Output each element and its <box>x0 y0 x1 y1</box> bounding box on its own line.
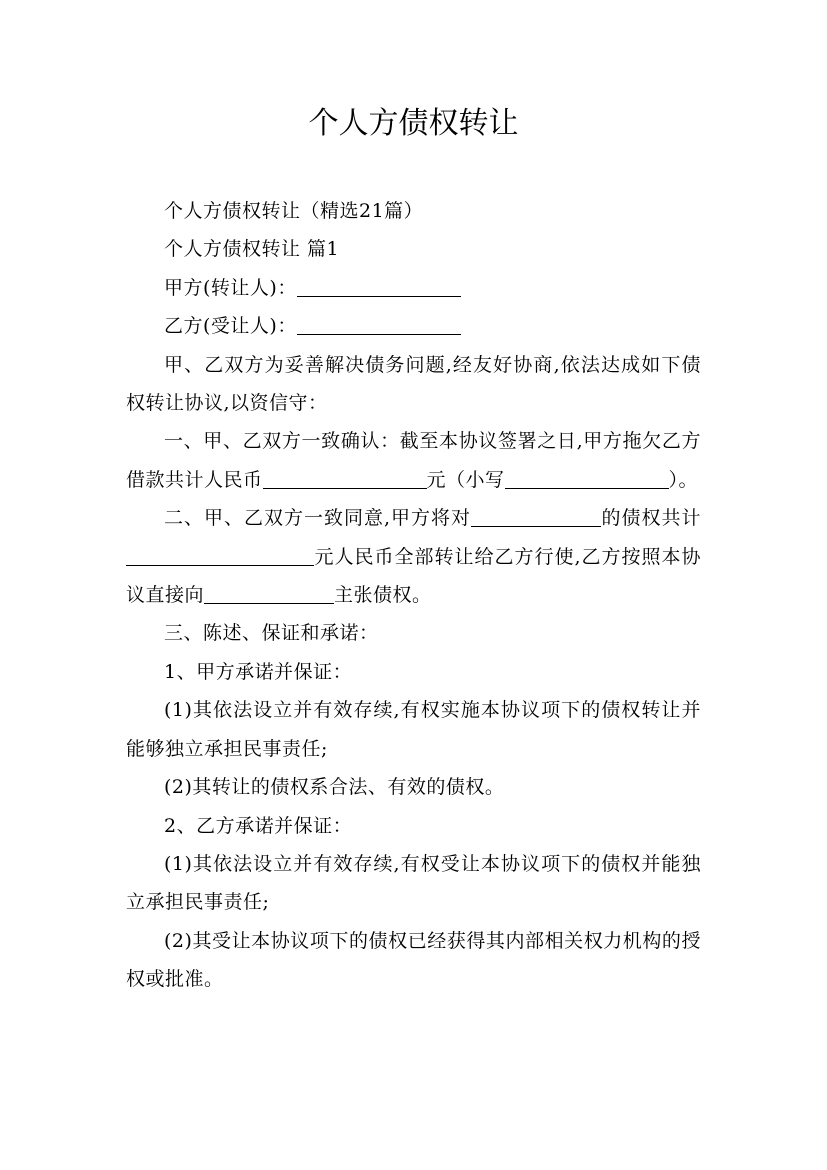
party-a-blank <box>297 277 461 297</box>
clause-2-debtor-blank <box>471 507 601 527</box>
party-a-label: 甲方(转让人)： <box>164 276 297 299</box>
subtitle: 个人方债权转让（精选21篇） <box>164 200 424 222</box>
clause-1-lowercase-blank <box>505 469 669 489</box>
clause-1-text-b: 元（小写 <box>426 468 505 491</box>
clause-1-text-a: 一、甲、乙双方一致确认：截至本协议签署之日,甲方拖欠乙方借款共计人民币 <box>126 430 701 491</box>
clause-2-text-a: 二、甲、乙双方一致同意,甲方将对 <box>164 507 471 530</box>
clause-2-target-blank <box>204 584 334 604</box>
clause-1 <box>126 422 701 499</box>
clause-2-amount-blank <box>126 546 314 566</box>
party-b-blank <box>297 315 461 335</box>
item-2-1: (1)其依法设立并有效存续,有权受让本协议项下的债权并能独立承担民事责任; <box>126 852 701 914</box>
item-1-1: (1)其依法设立并有效存续,有权实施本协议项下的债权转让并能够独立承担民事责任; <box>126 699 701 760</box>
party-b-label: 乙方(受让人)： <box>164 315 297 338</box>
item-2-heading: 2、乙方承诺并保证： <box>164 814 353 837</box>
item-2-2: (2)其受让本协议项下的债权已经获得其内部相关权力机构的授权或批准。 <box>126 929 701 991</box>
clause-2-text-b: 的债权共计 <box>601 507 701 530</box>
section-heading: 个人方债权转让 篇1 <box>164 238 340 261</box>
clause-1-text-c: ）。 <box>668 468 699 491</box>
party-b-line <box>126 307 701 345</box>
clause-1-amount-blank <box>263 469 427 489</box>
intro-paragraph: 甲、乙双方为妥善解决债务问题,经友好协商,依法达成如下债权转让协议,以资信守： <box>126 353 701 415</box>
party-a-line <box>126 269 701 307</box>
clause-2 <box>126 499 701 614</box>
clause-3-heading: 三、陈述、保证和承诺： <box>164 622 379 645</box>
item-1-2: (2)其转让的债权系合法、有效的债权。 <box>164 776 505 799</box>
item-1-heading: 1、甲方承诺并保证： <box>164 660 353 683</box>
clause-2-text-d: 主张债权。 <box>334 584 432 607</box>
clause-2-text-c: 元人民币全部转让给乙方行使,乙方按照本协议直接向 <box>126 545 701 607</box>
document-title: 个人方债权转让 <box>308 106 519 141</box>
